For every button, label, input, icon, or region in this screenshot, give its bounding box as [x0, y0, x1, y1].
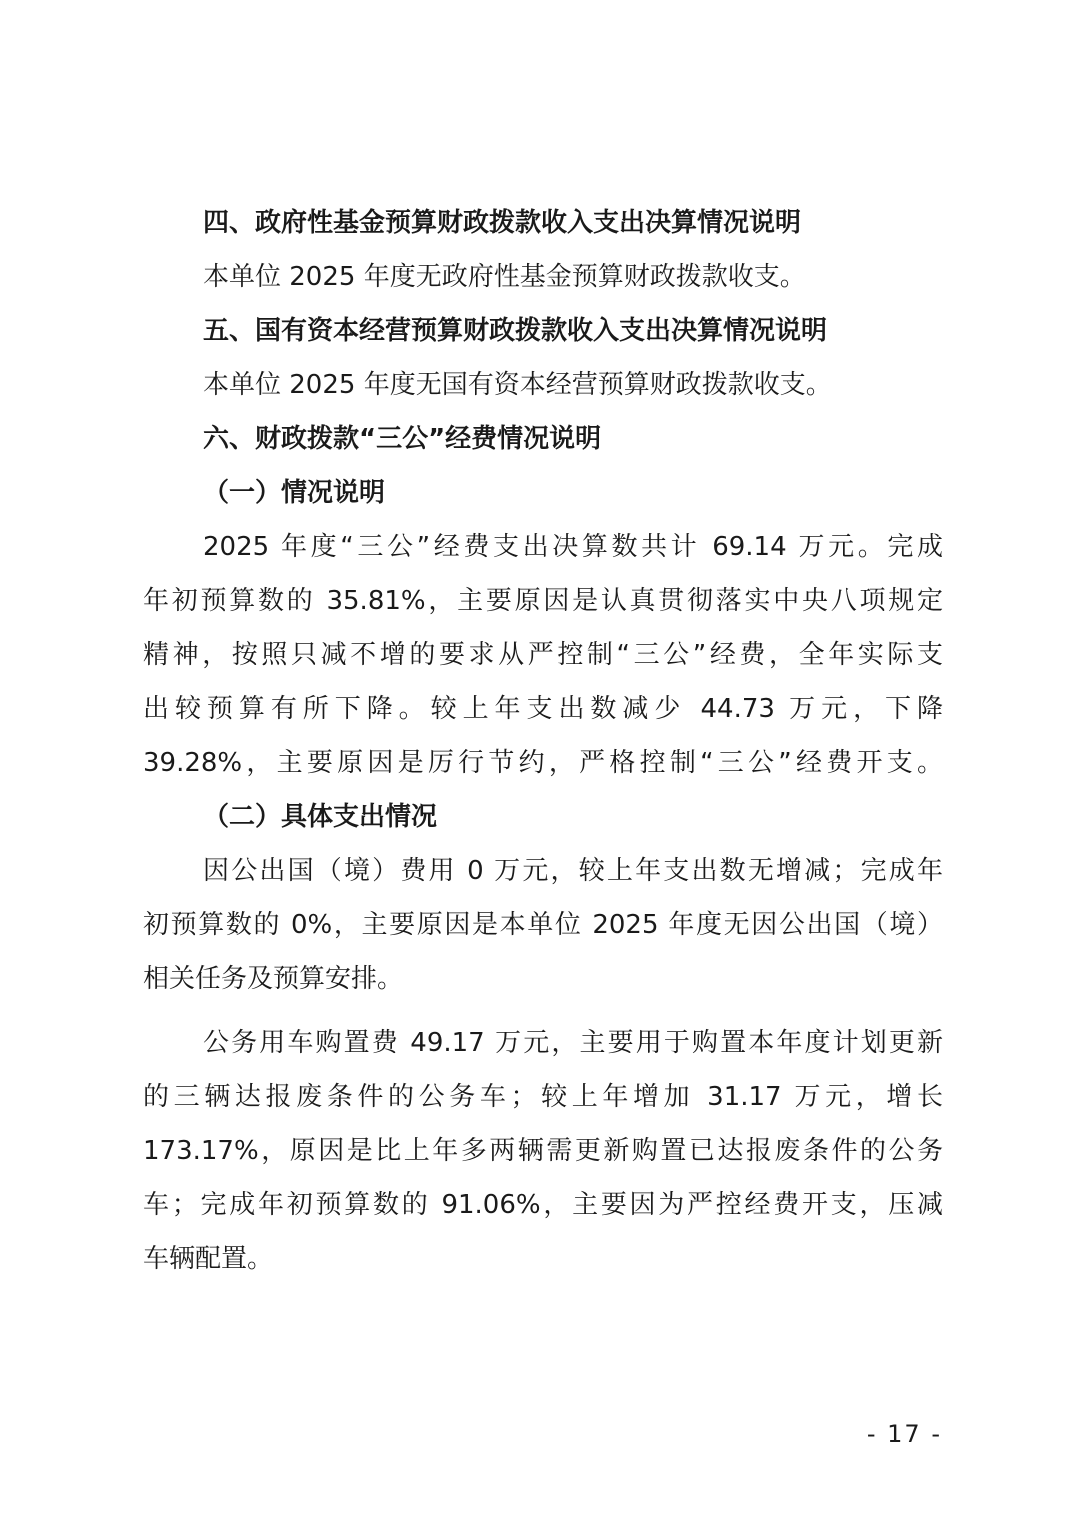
section-4-body: 本单位 2025 年度无政府性基金预算财政拨款收支。 [203, 262, 806, 292]
subsection-1-title: （一）情况说明 [203, 478, 386, 508]
section-5-title: 五、国有资本经营预算财政拨款收入支出决算情况说明 [203, 316, 828, 346]
vehicle-paragraph-line: 车辆配置。 [143, 1244, 274, 1274]
vehicle-paragraph-line: 173.17%，原因是比上年多两辆需更新购置已达报废条件的公务 [143, 1136, 943, 1166]
abroad-paragraph-line: 初预算数的 0%，主要原因是本单位 2025 年度无因公出国（境） [143, 910, 943, 940]
document-page [143, 196, 943, 1286]
subsection-1-line: 出较预算有所下降。较上年支出数减少 44.73 万元，下降 [143, 694, 943, 724]
section-5-body: 本单位 2025 年度无国有资本经营预算财政拨款收支。 [203, 370, 832, 400]
subsection-1-line: 年初预算数的 35.81%，主要原因是认真贯彻落实中央八项规定 [143, 586, 943, 616]
vehicle-paragraph-line: 的三辆达报废条件的公务车；较上年增加 31.17 万元，增长 [143, 1082, 943, 1112]
vehicle-paragraph-line: 公务用车购置费 49.17 万元，主要用于购置本年度计划更新 [203, 1028, 943, 1058]
vehicle-paragraph-line: 车；完成年初预算数的 91.06%，主要因为严控经费开支，压减 [143, 1190, 943, 1220]
subsection-2-title: （二）具体支出情况 [203, 802, 438, 832]
subsection-1-line: 2025 年度“三公”经费支出决算数共计 69.14 万元。完成 [203, 532, 943, 562]
section-6-title: 六、财政拨款“三公”经费情况说明 [203, 424, 602, 454]
page-number: - 17 - [866, 1420, 942, 1448]
subsection-1-line: 39.28%，主要原因是厉行节约，严格控制“三公”经费开支。 [143, 748, 943, 778]
abroad-paragraph-line: 因公出国（境）费用 0 万元，较上年支出数无增减；完成年 [203, 856, 943, 886]
subsection-1-line: 精神，按照只减不增的要求从严控制“三公”经费，全年实际支 [143, 640, 943, 670]
section-4-title: 四、政府性基金预算财政拨款收入支出决算情况说明 [203, 208, 802, 238]
abroad-paragraph-line: 相关任务及预算安排。 [143, 964, 404, 994]
